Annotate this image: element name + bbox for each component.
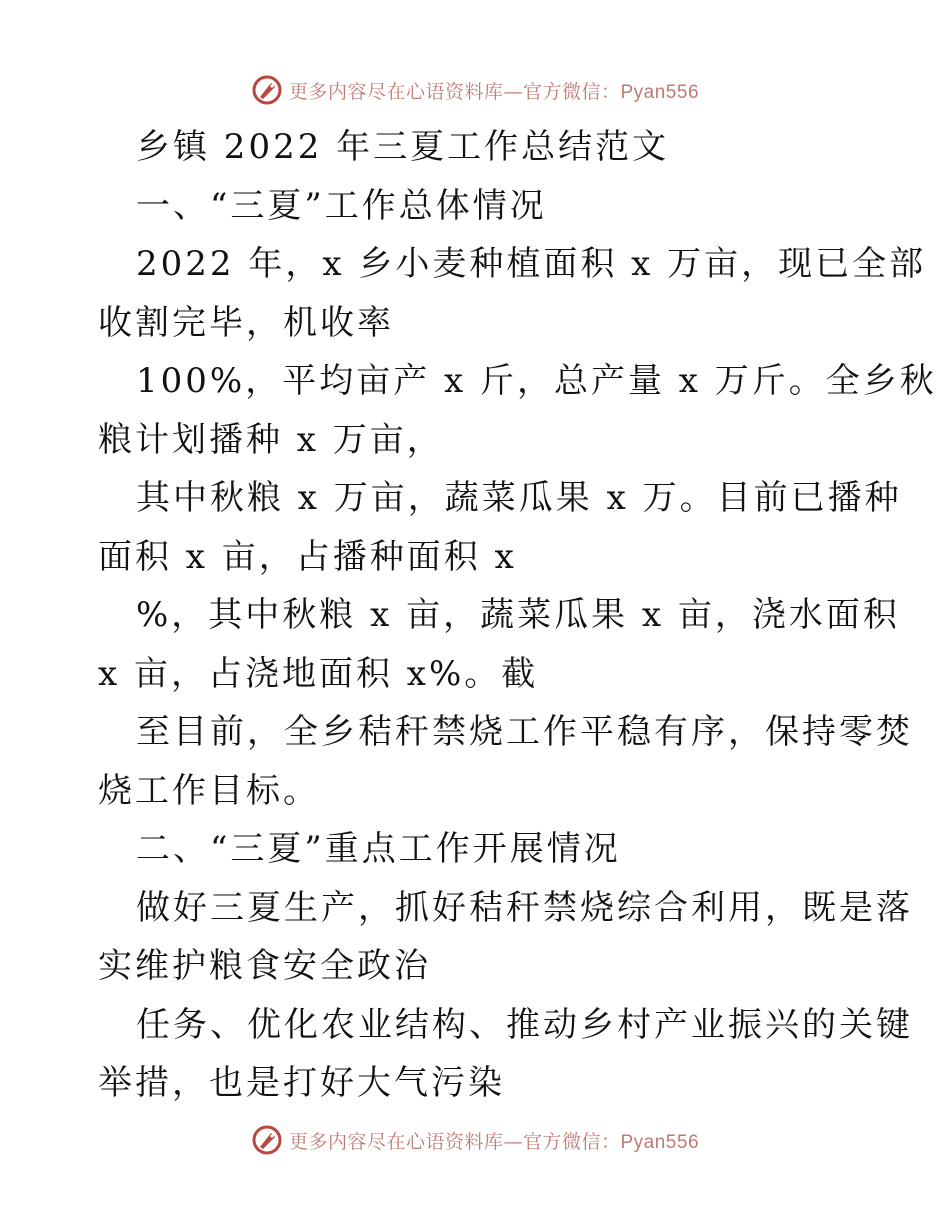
text-line: 面积 x 亩，占播种面积 x: [98, 536, 517, 577]
footer-watermark: [0, 1120, 950, 1160]
section-heading-2: 二、“三夏”重点工作开展情况: [136, 829, 621, 869]
watermark-text: [289, 77, 699, 104]
watermark-label: 更多内容尽在心语资料库—官方微信：: [288, 80, 621, 103]
watermark-id: Pyan556: [620, 1131, 700, 1153]
pen-nib-logo-icon: [251, 74, 283, 106]
text-line: 任务、优化农业结构、推动乡村产业振兴的关键: [136, 1004, 913, 1045]
document-body: [98, 118, 937, 1113]
text-line: 粮计划播种 x 万亩，: [98, 419, 444, 460]
document-title: 乡镇 2022 年三夏工作总结范文: [136, 127, 670, 167]
pen-nib-logo-icon: [251, 1124, 283, 1156]
text-line: 其中秋粮 x 万亩，蔬菜瓜果 x 万。目前已播种: [136, 478, 902, 518]
header-watermark: [0, 70, 950, 110]
watermark-label: 更多内容尽在心语资料库—官方微信：: [288, 1130, 621, 1153]
text-line: 2022 年，x 乡小麦种植面积 x 万亩，现已全部: [136, 244, 927, 284]
text-line: 至目前，全乡秸秆禁烧工作平稳有序，保持零焚: [136, 712, 913, 752]
watermark-text: [289, 1127, 699, 1154]
text-line: 举措，也是打好大气污染: [98, 1063, 505, 1103]
watermark-id: Pyan556: [620, 81, 700, 103]
text-line: x 亩，占浇地面积 x%。截: [98, 653, 539, 694]
text-line: 实维护粮食安全政治: [98, 946, 431, 986]
section-heading-1: 一、“三夏”工作总体情况: [136, 185, 547, 226]
text-line: %，其中秋粮 x 亩，蔬菜瓜果 x 亩，浇水面积: [136, 595, 900, 635]
text-line: 收割完毕，机收率: [98, 302, 394, 343]
text-line: 做好三夏生产，抓好秸秆禁烧综合利用，既是落: [136, 887, 913, 928]
text-line: 烧工作目标。: [98, 770, 320, 811]
text-line: 100%，平均亩产 x 斤，总产量 x 万斤。全乡秋: [136, 361, 937, 401]
